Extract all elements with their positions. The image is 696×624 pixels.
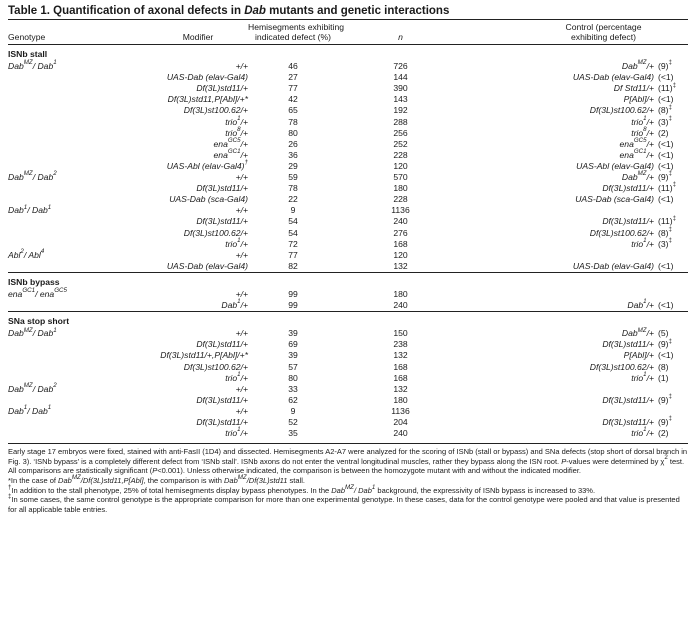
percent-cell: 69 <box>288 339 298 350</box>
n-cell: 168 <box>393 372 408 383</box>
footnote-dagger: †In addition to the stall phenotype, 25% of total hemisegments display bypass phenotypes. In the Dab$^{MZ}$/ Dab$^1$ background, the expressivity of ISNb bypass is increased to 33%. <box>8 483 596 495</box>
table-row <box>8 83 688 94</box>
control-value-cell <box>658 406 688 417</box>
n-cell: 204 <box>393 417 408 427</box>
header-pct: Hemisegments exhibiting indicated defect (%) <box>248 22 345 42</box>
percent-cell: 82 <box>288 260 298 271</box>
control-value-cell: (9)‡ <box>658 337 672 350</box>
percent-cell: 9 <box>290 405 296 416</box>
table-row <box>8 117 688 128</box>
control-value-cell: (9)‡ <box>658 59 672 72</box>
percent-cell: 29 <box>288 160 298 171</box>
control-genotype-cell <box>463 406 658 417</box>
percent-cell: 26 <box>288 138 298 149</box>
modifier-cell: Df(3L)std11/+ <box>196 394 248 405</box>
percent-cell: 36 <box>288 149 298 160</box>
percent-cell: 33 <box>288 383 298 394</box>
control-value-cell: (<1) <box>658 72 674 83</box>
n-cell: 228 <box>393 194 408 205</box>
footnote-star: *In the case of Dab$^{MZ}$/Df(3L)std11,P[Abl], the comparison is with Dab$^{MZ}$/Df(3L)std11 stall. <box>8 474 305 486</box>
modifier-cell: +/+ <box>235 383 248 394</box>
n-cell: 228 <box>393 149 408 160</box>
n-cell: 180 <box>393 394 408 405</box>
table-row <box>8 105 688 116</box>
n-cell: 143 <box>393 94 408 105</box>
percent-cell: 52 <box>288 417 298 427</box>
genotype-cell <box>8 428 98 439</box>
genotype-cell <box>8 228 98 239</box>
modifier-cell: Df(3L)std11/+ <box>196 183 248 194</box>
n-cell: 570 <box>393 172 408 183</box>
table-row <box>8 194 688 205</box>
n-cell: 240 <box>393 300 408 311</box>
table-row <box>8 373 688 384</box>
control-value-cell: (<1) <box>658 194 674 205</box>
table-row <box>8 250 688 261</box>
percent-cell: 35 <box>288 428 298 439</box>
table-row <box>8 417 688 428</box>
modifier-cell: Df(3L)std11/+,P[Abl]/+* <box>160 350 248 361</box>
modifier-cell: Df(3L)std11,P[Abl]/+* <box>167 94 248 105</box>
modifier-cell: trio$^1$/+ <box>225 426 248 439</box>
table-row <box>8 183 688 194</box>
control-value-cell: (2) <box>658 127 669 138</box>
table-row <box>8 61 688 72</box>
genotype-cell <box>8 94 98 105</box>
section-title: SNa stop short <box>8 312 688 329</box>
control-value-cell <box>658 384 688 395</box>
header-genotype: Genotype <box>8 32 46 42</box>
table-row <box>8 239 688 250</box>
control-value-cell: (<1) <box>658 138 674 149</box>
genotype-cell <box>8 417 98 428</box>
table-page <box>8 0 688 514</box>
percent-cell: 77 <box>288 83 298 94</box>
genotype-cell <box>8 350 98 361</box>
control-genotype-cell: UAS-Dab (elav-Gal4) <box>572 72 654 83</box>
table-row <box>8 128 688 139</box>
table-row <box>8 139 688 150</box>
n-cell: 180 <box>393 288 408 299</box>
control-value-cell: (<1) <box>658 350 674 361</box>
genotype-cell: Dab$^{MZ}$/ Dab$^2$ <box>8 382 57 394</box>
table-row <box>8 339 688 350</box>
percent-cell: 46 <box>288 61 298 72</box>
genotype-cell: Abl$^2$/ Abl$^4$ <box>8 248 45 260</box>
modifier-cell: UAS-Abl (elav-Gal4)† <box>166 159 248 171</box>
control-value-cell: (<1) <box>658 300 674 311</box>
n-cell: 252 <box>393 138 408 149</box>
n-cell: 288 <box>393 116 408 127</box>
n-cell: 1136 <box>391 405 410 416</box>
n-cell: 120 <box>393 160 408 171</box>
percent-cell: 54 <box>288 227 298 238</box>
control-genotype-cell <box>463 384 658 395</box>
modifier-cell: +/+ <box>235 172 248 183</box>
control-value-cell: (9)‡ <box>658 415 672 427</box>
genotype-cell: Dab$^{MZ}$/ Dab$^1$ <box>8 59 57 72</box>
control-value-cell: (8)‡ <box>658 103 672 116</box>
table-row <box>8 161 688 172</box>
percent-cell: 59 <box>288 172 298 183</box>
control-value-cell <box>658 250 688 261</box>
modifier-cell: Df(3L)st100.62/+ <box>183 361 248 372</box>
table-row <box>8 261 688 273</box>
percent-cell: 80 <box>288 127 298 138</box>
modifier-cell: Df(3L)std11/+ <box>196 417 248 427</box>
control-genotype-cell <box>463 289 658 300</box>
genotype-cell <box>8 150 98 161</box>
genotype-cell <box>8 362 98 373</box>
header-n: n <box>398 32 403 42</box>
header-modifier: Modifier <box>182 32 214 42</box>
percent-cell: 9 <box>290 205 296 216</box>
modifier-cell: Dab$^1$/+ <box>221 298 248 311</box>
n-cell: 168 <box>393 361 408 372</box>
header-control: Control (percentage exhibiting defect) <box>565 22 642 42</box>
control-genotype-cell: Dab$^{MZ}$/+ <box>621 326 654 339</box>
control-value-cell: (2) <box>658 428 669 439</box>
control-genotype-cell: Df Std11/+ <box>613 83 654 94</box>
table-row <box>8 428 688 439</box>
control-value-cell: (1) <box>658 372 669 383</box>
n-cell: 390 <box>393 83 408 94</box>
percent-cell: 27 <box>288 72 298 83</box>
table-row <box>8 94 688 105</box>
control-value-cell: (3)‡ <box>658 236 672 249</box>
n-cell: 240 <box>393 428 408 439</box>
table-row <box>8 328 688 339</box>
section-header <box>8 312 688 329</box>
section-header <box>8 272 688 289</box>
genotype-cell <box>8 105 98 116</box>
modifier-cell: ena$^{GC5}$/+ <box>213 137 248 149</box>
modifier-cell: UAS-Dab (elav-Gal4) <box>166 260 248 271</box>
control-genotype-cell: ena$^{GC1}$/+ <box>619 148 654 160</box>
n-cell: 726 <box>393 61 408 72</box>
n-cell: 168 <box>393 238 408 249</box>
genotype-cell: Dab$^1$/ Dab$^1$ <box>8 404 52 416</box>
table-row <box>8 216 688 227</box>
control-genotype-cell: Df(3L)std11/+ <box>602 183 654 194</box>
percent-cell: 22 <box>288 194 298 205</box>
table-row <box>8 362 688 373</box>
n-cell: 132 <box>393 350 408 361</box>
section-header <box>8 45 688 62</box>
control-genotype-cell <box>463 250 658 261</box>
genotype-cell <box>8 300 98 312</box>
control-genotype-cell: P[Abl]/+ <box>623 350 654 361</box>
control-value-cell: (5) <box>658 328 669 339</box>
genotype-cell <box>8 72 98 83</box>
percent-cell: 39 <box>288 350 298 361</box>
genotype-cell <box>8 83 98 94</box>
control-genotype-cell: UAS-Dab (sca-Gal4) <box>575 194 654 205</box>
header-row <box>8 20 688 45</box>
modifier-cell: +/+ <box>235 61 248 72</box>
modifier-cell: trio$^1$/+ <box>225 114 248 127</box>
n-cell: 150 <box>393 328 408 339</box>
genotype-cell: Dab$^1$/ Dab$^1$ <box>8 203 52 216</box>
control-genotype-cell: P[Abl]/+ <box>623 94 654 105</box>
n-cell: 144 <box>393 72 408 83</box>
control-value-cell: (8) <box>658 361 669 372</box>
genotype-cell <box>8 194 98 205</box>
footnotes <box>8 443 688 514</box>
control-value-cell: (3)‡ <box>658 114 672 127</box>
control-genotype-cell <box>463 205 658 216</box>
n-cell: 132 <box>393 383 408 394</box>
genotype-cell: ena$^{GC1}$/ ena$^{GC5}$ <box>8 287 67 299</box>
modifier-cell: UAS-Dab (elav-Gal4) <box>166 72 248 83</box>
n-cell: 180 <box>393 183 408 194</box>
control-genotype-cell: Df(3L)std11/+ <box>602 339 654 350</box>
control-genotype-cell: trio$^1$/+ <box>631 114 654 127</box>
control-value-cell: (<1) <box>658 149 674 160</box>
genotype-cell <box>8 128 98 139</box>
table-row <box>8 384 688 395</box>
genotype-cell <box>8 261 98 273</box>
percent-cell: 99 <box>288 300 298 311</box>
modifier-cell: +/+ <box>235 288 248 299</box>
footnote-ddagger: ‡In some cases, the same control genotype is the appropriate comparison for more than one experimental genotype. In these cases, data for the control genotype were pooled and that value is presented for all applicable table entries. <box>8 492 680 514</box>
modifier-cell: UAS-Dab (sca-Gal4) <box>169 194 248 205</box>
control-value-cell: (<1) <box>658 160 674 171</box>
control-genotype-cell: Dab$^1$/+ <box>627 298 654 311</box>
table-body <box>8 45 688 440</box>
modifier-cell: Df(3L)std11/+ <box>196 339 248 350</box>
table-row <box>8 406 688 417</box>
n-cell: 192 <box>393 105 408 116</box>
control-genotype-cell: trio$^1$/+ <box>631 236 654 249</box>
percent-cell: 65 <box>288 105 298 116</box>
control-value-cell: (<1) <box>658 260 674 271</box>
footnote-main: Early stage 17 embryos were fixed, stained with anti-FasII (1D4) and dissected. Hemisegments A2-A7 were analyzed for the scoring of ISNb (stall or bypass) and SNa defects (stop short of dorsal branch in Fig. 3). ‘ISNb bypass’ is a completely different defect from ‘ISNb stall’. ISNb axons do not enter the ventral longitudinal muscles, rather they bypass along the ISN root. P-values were determined by $\chi^2$ test. All comparisons are statistically significant (P<0.001). Unless otherwise indicated, the comparison is between the homozygote mutant with and without the indicated modifier. <box>8 447 688 475</box>
modifier-cell: +/+ <box>235 328 248 339</box>
modifier-cell: trio$^1$/+ <box>225 370 248 383</box>
genotype-cell <box>8 395 98 406</box>
table-title: Table 1. Quantification of axonal defects in Dab mutants and genetic interactions <box>8 5 450 17</box>
control-value-cell: (<1) <box>658 94 674 105</box>
percent-cell: 57 <box>288 361 298 372</box>
n-cell: 240 <box>393 216 408 227</box>
genotype-cell <box>8 183 98 194</box>
table-row <box>8 289 688 300</box>
control-genotype-cell: Df(3L)st100.62/+ <box>589 105 654 116</box>
control-genotype-cell: UAS-Dab (elav-Gal4) <box>572 260 654 271</box>
control-genotype-cell: trio$^1$/+ <box>631 370 654 383</box>
percent-cell: 78 <box>288 116 298 127</box>
genotype-cell: Dab$^{MZ}$/ Dab$^1$ <box>8 326 57 339</box>
modifier-cell: trio$^1$/+ <box>225 236 248 249</box>
percent-cell: 42 <box>288 94 298 105</box>
table-row <box>8 350 688 361</box>
control-value-cell: (8)‡ <box>658 225 672 238</box>
table-row <box>8 395 688 406</box>
modifier-cell: Df(3L)st100.62/+ <box>183 227 248 238</box>
control-value-cell: (11)‡ <box>658 181 677 194</box>
percent-cell: 72 <box>288 238 298 249</box>
percent-cell: 39 <box>288 328 298 339</box>
modifier-cell: Df(3L)std11/+ <box>196 216 248 227</box>
table-row <box>8 150 688 161</box>
control-genotype-cell: Dab$^{MZ}$/+ <box>621 59 654 72</box>
genotype-cell <box>8 139 98 150</box>
table-row <box>8 72 688 83</box>
n-cell: 132 <box>393 260 408 271</box>
control-value-cell <box>658 289 688 300</box>
control-genotype-cell: ena$^{GC5}$/+ <box>619 137 654 149</box>
control-value-cell: (9)‡ <box>658 393 672 405</box>
control-value-cell: (11)‡ <box>658 214 677 227</box>
control-genotype-cell: trio$^1$/+ <box>631 426 654 439</box>
table-row <box>8 228 688 239</box>
n-cell: 276 <box>393 227 408 238</box>
control-value-cell: (11)‡ <box>658 81 677 94</box>
genotype-cell <box>8 339 98 350</box>
control-genotype-cell: trio$^8$/+ <box>631 126 654 138</box>
percent-cell: 62 <box>288 394 298 405</box>
control-genotype-cell: Df(3L)std11/+ <box>602 216 654 227</box>
table-row <box>8 205 688 216</box>
section-title: ISNb bypass <box>8 272 688 289</box>
genotype-cell: Dab$^{MZ}$/ Dab$^2$ <box>8 170 57 183</box>
modifier-cell: +/+ <box>235 405 248 416</box>
percent-cell: 54 <box>288 216 298 227</box>
control-genotype-cell: Df(3L)st100.62/+ <box>589 361 654 372</box>
percent-cell: 78 <box>288 183 298 194</box>
n-cell: 1136 <box>391 205 410 216</box>
modifier-cell: Df(3L)st100.62/+ <box>183 105 248 116</box>
modifier-cell: Df(3L)std11/+ <box>196 83 248 94</box>
control-genotype-cell: UAS-Abl (elav-Gal4) <box>576 160 654 171</box>
control-genotype-cell: Dab$^{MZ}$/+ <box>621 170 654 183</box>
results-table <box>8 20 688 439</box>
table-row <box>8 172 688 183</box>
control-genotype-cell: Df(3L)st100.62/+ <box>589 227 654 238</box>
n-cell: 256 <box>393 127 408 138</box>
modifier-cell: ena$^{GC1}$/+ <box>213 148 248 160</box>
genotype-cell <box>8 117 98 128</box>
percent-cell: 77 <box>288 249 298 260</box>
control-genotype-cell: Df(3L)std11/+ <box>602 394 654 405</box>
control-genotype-cell: Df(3L)std11/+ <box>602 417 654 427</box>
modifier-cell: trio$^8$/+ <box>225 126 248 138</box>
percent-cell: 99 <box>288 288 298 299</box>
genotype-cell <box>8 216 98 227</box>
n-cell: 120 <box>393 249 408 260</box>
table-row <box>8 300 688 312</box>
n-cell: 238 <box>393 339 408 350</box>
section-title: ISNb stall <box>8 45 688 62</box>
percent-cell: 80 <box>288 372 298 383</box>
modifier-cell: +/+ <box>235 249 248 260</box>
control-value-cell: (9)‡ <box>658 170 672 183</box>
modifier-cell: +/+ <box>235 205 248 216</box>
